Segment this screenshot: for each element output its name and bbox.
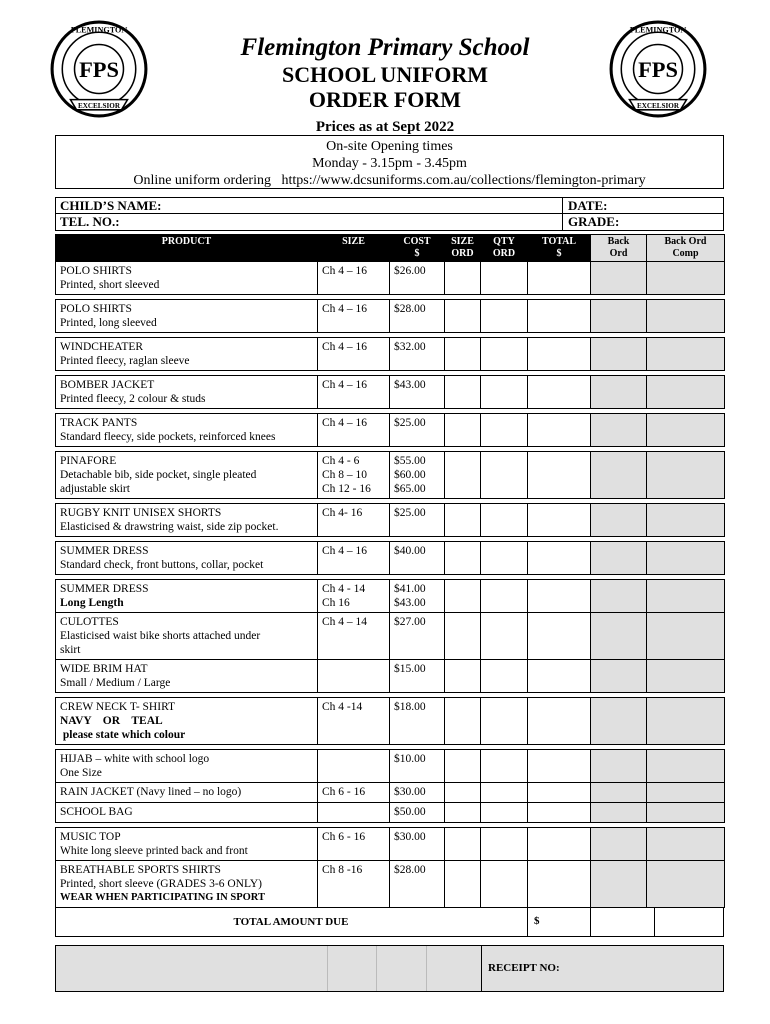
back-ord-cell: [591, 803, 647, 823]
qty-ord-input[interactable]: [481, 750, 528, 783]
col-qty-ord: QTY ORD: [481, 235, 528, 262]
back-ord-comp-cell: [647, 452, 725, 499]
back-ord-comp-cell: [647, 660, 725, 693]
back-ord-cell: [591, 262, 647, 295]
back-ord-cell: [591, 542, 647, 575]
total-input[interactable]: [528, 414, 591, 447]
total-input[interactable]: [528, 803, 591, 823]
back-ord-comp-cell: [647, 828, 725, 861]
back-ord-cell: [591, 414, 647, 447]
school-crest-logo-left: [48, 18, 150, 120]
total-input[interactable]: [528, 613, 591, 660]
back-ord-comp-cell: [647, 750, 725, 783]
size-ord-input[interactable]: [445, 376, 481, 409]
table-row: [56, 750, 725, 783]
size-ord-input[interactable]: [445, 542, 481, 575]
size-cell: Ch 8 -16: [318, 861, 390, 908]
table-row: [56, 613, 725, 660]
total-input[interactable]: [528, 338, 591, 371]
back-ord-comp-cell: [647, 504, 725, 537]
cost-cell: $55.00 $60.00 $65.00: [390, 452, 445, 499]
back-ord-cell: [591, 861, 647, 908]
size-ord-input[interactable]: [445, 338, 481, 371]
logo-bottom-text: EXCELSIOR: [78, 101, 120, 110]
total-input[interactable]: [528, 452, 591, 499]
back-ord-comp-cell: [647, 338, 725, 371]
qty-ord-input[interactable]: [481, 452, 528, 499]
back-ord-cell: [591, 580, 647, 613]
cost-cell: $41.00 $43.00: [390, 580, 445, 613]
online-ordering-url[interactable]: https://www.dcsuniforms.com.au/collections/flemington-primary: [281, 173, 646, 188]
table-row: [56, 542, 725, 575]
total-input[interactable]: [528, 262, 591, 295]
back-ord-cell: [591, 300, 647, 333]
total-input[interactable]: [528, 376, 591, 409]
logo-monogram: FPS: [79, 57, 119, 83]
opening-times-box: [55, 135, 724, 189]
total-input[interactable]: [528, 698, 591, 745]
col-back-ord-comp: Back Ord Comp: [647, 235, 725, 262]
table-row: [56, 698, 725, 745]
cost-cell: $10.00: [390, 750, 445, 783]
total-input[interactable]: [528, 828, 591, 861]
size-ord-input[interactable]: [445, 783, 481, 803]
form-title-line1: SCHOOL UNIFORM: [282, 62, 488, 87]
size-cell: Ch 6 - 16: [318, 783, 390, 803]
back-ord-comp-cell: [647, 542, 725, 575]
child-name-field[interactable]: CHILD’S NAME:: [60, 198, 162, 213]
size-cell: Ch 4 – 16: [318, 542, 390, 575]
size-ord-input[interactable]: [445, 750, 481, 783]
size-ord-input[interactable]: [445, 698, 481, 745]
table-row: [56, 861, 725, 908]
total-input[interactable]: [528, 300, 591, 333]
size-cell: Ch 4 – 16: [318, 414, 390, 447]
logo-top-text: FLEMINGTON: [70, 25, 128, 35]
qty-ord-input[interactable]: [481, 338, 528, 371]
size-cell: [318, 750, 390, 783]
size-ord-input[interactable]: [445, 452, 481, 499]
back-ord-cell: [591, 613, 647, 660]
back-ord-comp-cell: [647, 414, 725, 447]
size-cell: Ch 4 - 6 Ch 8 – 10 Ch 12 - 16: [318, 452, 390, 499]
opening-times-value: Monday - 3.15pm - 3.45pm: [312, 156, 467, 171]
qty-ord-input[interactable]: [481, 262, 528, 295]
size-cell: [318, 660, 390, 693]
product-cell: TRACK PANTS Standard fleecy, side pockets, reinforced knees: [56, 414, 318, 447]
col-product: PRODUCT: [56, 235, 318, 262]
col-back-ord: Back Ord: [591, 235, 647, 262]
receipt-divider: [426, 946, 427, 991]
qty-ord-input[interactable]: [481, 300, 528, 333]
cost-cell: $27.00: [390, 613, 445, 660]
back-ord-cell: [591, 504, 647, 537]
opening-times-label: On-site Opening times: [326, 139, 453, 154]
back-ord-comp-cell: [647, 580, 725, 613]
back-ord-comp-cell: [647, 300, 725, 333]
product-cell: RUGBY KNIT UNISEX SHORTS Elasticised & drawstring waist, side zip pocket.: [56, 504, 318, 537]
total-input[interactable]: [528, 783, 591, 803]
qty-ord-input[interactable]: [481, 376, 528, 409]
qty-ord-input[interactable]: [481, 542, 528, 575]
size-ord-input[interactable]: [445, 300, 481, 333]
qty-ord-input[interactable]: [481, 414, 528, 447]
total-input[interactable]: [528, 750, 591, 783]
table-row: [56, 338, 725, 371]
total-input[interactable]: [528, 542, 591, 575]
size-cell: Ch 4 – 14: [318, 613, 390, 660]
cost-cell: $50.00: [390, 803, 445, 823]
size-ord-input[interactable]: [445, 504, 481, 537]
size-ord-input[interactable]: [445, 414, 481, 447]
table-row: [56, 504, 725, 537]
total-amount-input[interactable]: $: [527, 908, 591, 936]
back-ord-comp-cell: [647, 861, 725, 908]
size-ord-input[interactable]: [445, 580, 481, 613]
back-ord-comp-cell: [647, 783, 725, 803]
size-cell: [318, 803, 390, 823]
product-cell: WINDCHEATER Printed fleecy, raglan sleeve: [56, 338, 318, 371]
back-ord-comp-cell: [647, 698, 725, 745]
size-cell: Ch 4 – 16: [318, 262, 390, 295]
total-input[interactable]: [528, 580, 591, 613]
back-ord-cell: [591, 698, 647, 745]
receipt-divider: [376, 946, 377, 991]
cost-cell: $28.00: [390, 300, 445, 333]
qty-ord-input[interactable]: [481, 861, 528, 908]
cost-cell: $30.00: [390, 828, 445, 861]
product-cell: BREATHABLE SPORTS SHIRTS Printed, short sleeve (GRADES 3-6 ONLY) WEAR WHEN PARTICIPATING IN SPORT: [56, 861, 318, 908]
logo-top-text: FLEMINGTON: [629, 25, 687, 35]
cost-cell: $28.00: [390, 861, 445, 908]
total-shaded-cell: [654, 908, 724, 936]
product-cell: CREW NECK T- SHIRT NAVY OR TEAL please state which colour: [56, 698, 318, 745]
qty-ord-input[interactable]: [481, 783, 528, 803]
qty-ord-input[interactable]: [481, 580, 528, 613]
col-size-ord: SIZE ORD: [445, 235, 481, 262]
online-ordering-line: [56, 172, 723, 189]
back-ord-cell: [591, 376, 647, 409]
cost-cell: $43.00: [390, 376, 445, 409]
qty-ord-input[interactable]: [481, 828, 528, 861]
size-cell: Ch 4 - 14 Ch 16: [318, 580, 390, 613]
col-size: SIZE: [318, 235, 390, 262]
back-ord-cell: [591, 750, 647, 783]
online-ordering-label: Online uniform ordering: [133, 173, 271, 188]
school-name: Flemington Primary School: [240, 34, 530, 61]
qty-ord-input[interactable]: [481, 613, 528, 660]
back-ord-comp-cell: [647, 262, 725, 295]
cost-cell: $25.00: [390, 414, 445, 447]
size-ord-input[interactable]: [445, 660, 481, 693]
total-input[interactable]: [528, 660, 591, 693]
size-cell: Ch 4 – 16: [318, 300, 390, 333]
cost-cell: $32.00: [390, 338, 445, 371]
table-row: [56, 783, 725, 803]
table-row: [56, 660, 725, 693]
receipt-divider: [327, 946, 328, 991]
back-ord-comp-cell: [647, 613, 725, 660]
size-cell: Ch 4 -14: [318, 698, 390, 745]
total-input[interactable]: [528, 861, 591, 908]
table-row: [56, 828, 725, 861]
total-amount-due-label: TOTAL AMOUNT DUE: [233, 916, 349, 928]
cost-cell: $25.00: [390, 504, 445, 537]
back-ord-cell: [591, 828, 647, 861]
product-cell: HIJAB – white with school logo One Size: [56, 750, 318, 783]
total-input[interactable]: [528, 504, 591, 537]
size-cell: Ch 6 - 16: [318, 828, 390, 861]
cost-cell: $18.00: [390, 698, 445, 745]
product-cell: SUMMER DRESS Long Length: [56, 580, 318, 613]
table-row: [56, 300, 725, 333]
qty-ord-input[interactable]: [481, 803, 528, 823]
cost-cell: $15.00: [390, 660, 445, 693]
table-header-row: [56, 235, 725, 262]
order-table: [55, 234, 725, 908]
product-cell: RAIN JACKET (Navy lined – no logo): [56, 783, 318, 803]
table-row: [56, 580, 725, 613]
total-amount-due-row: [55, 907, 724, 937]
receipt-row: [55, 945, 724, 992]
product-cell: POLO SHIRTS Printed, long sleeved: [56, 300, 318, 333]
back-ord-cell: [591, 783, 647, 803]
product-cell: POLO SHIRTS Printed, short sleeved: [56, 262, 318, 295]
back-ord-cell: [591, 452, 647, 499]
size-ord-input[interactable]: [445, 803, 481, 823]
logo-monogram: FPS: [638, 57, 678, 83]
product-cell: BOMBER JACKET Printed fleecy, 2 colour & studs: [56, 376, 318, 409]
table-row: [56, 803, 725, 823]
form-title-line2: ORDER FORM: [308, 87, 462, 112]
table-row: [56, 262, 725, 295]
cost-cell: $26.00: [390, 262, 445, 295]
child-details-box: [55, 197, 724, 231]
school-crest-logo-right: [607, 18, 709, 120]
back-ord-comp-cell: [647, 803, 725, 823]
product-cell: CULOTTES Elasticised waist bike shorts attached under skirt: [56, 613, 318, 660]
size-ord-input[interactable]: [445, 262, 481, 295]
product-cell: SUMMER DRESS Standard check, front buttons, collar, pocket: [56, 542, 318, 575]
table-row: [56, 452, 725, 499]
product-cell: PINAFORE Detachable bib, side pocket, single pleated adjustable skirt: [56, 452, 318, 499]
back-ord-cell: [591, 660, 647, 693]
qty-ord-input[interactable]: [481, 698, 528, 745]
form-header: [180, 34, 590, 112]
qty-ord-input[interactable]: [481, 504, 528, 537]
col-cost: COST $: [390, 235, 445, 262]
size-ord-input[interactable]: [445, 613, 481, 660]
size-cell: Ch 4 – 16: [318, 376, 390, 409]
back-ord-cell: [591, 338, 647, 371]
col-total: TOTAL $: [528, 235, 591, 262]
tel-no-field[interactable]: TEL. NO.:: [60, 214, 120, 229]
cost-cell: $40.00: [390, 542, 445, 575]
date-field[interactable]: DATE:: [562, 198, 607, 214]
size-ord-input[interactable]: [445, 828, 481, 861]
prices-as-at: Prices as at Sept 2022: [315, 119, 455, 135]
logo-bottom-text: EXCELSIOR: [637, 101, 679, 110]
receipt-no-field[interactable]: RECEIPT NO:: [481, 946, 723, 991]
size-ord-input[interactable]: [445, 861, 481, 908]
size-cell: Ch 4- 16: [318, 504, 390, 537]
table-row: [56, 414, 725, 447]
grade-field[interactable]: GRADE:: [562, 214, 619, 230]
size-cell: Ch 4 – 16: [318, 338, 390, 371]
cost-cell: $30.00: [390, 783, 445, 803]
qty-ord-input[interactable]: [481, 660, 528, 693]
product-cell: SCHOOL BAG: [56, 803, 318, 823]
back-ord-comp-cell: [647, 376, 725, 409]
product-cell: MUSIC TOP White long sleeve printed back and front: [56, 828, 318, 861]
product-cell: WIDE BRIM HAT Small / Medium / Large: [56, 660, 318, 693]
table-row: [56, 376, 725, 409]
